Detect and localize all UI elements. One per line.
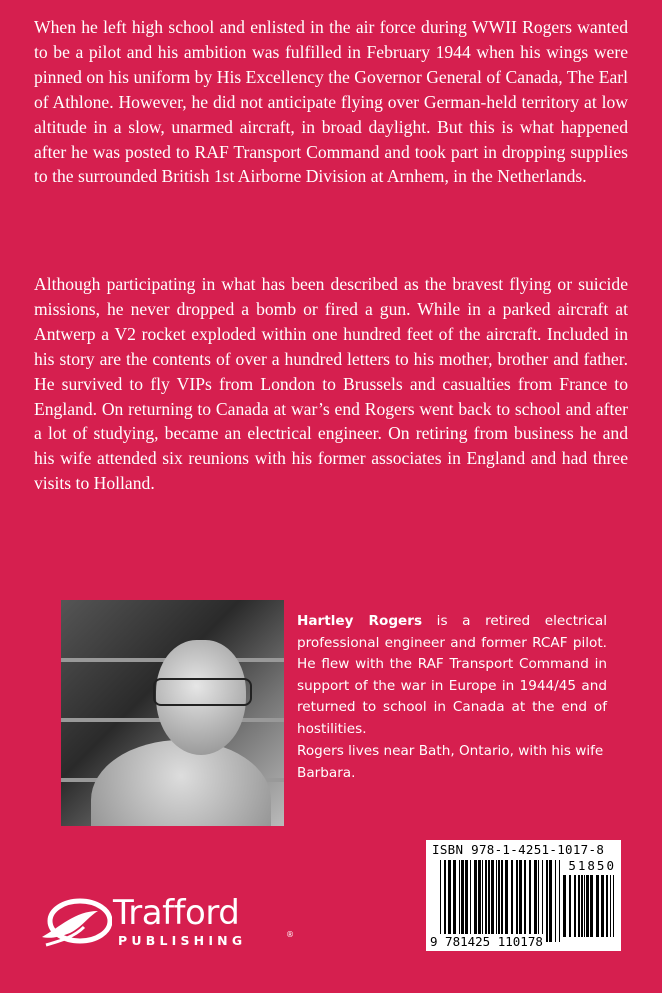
publisher-subtitle: PUBLISHING: [118, 933, 247, 948]
barcode-digits: 9 781425 110178: [430, 934, 543, 949]
barcode-bar: [560, 860, 561, 942]
author-name: Hartley Rogers: [297, 613, 423, 629]
publisher-logo: [40, 893, 300, 957]
price-barcode-bars: [563, 875, 615, 937]
author-residence: Rogers lives near Bath, Ontario, with his wife Barbara.: [297, 743, 604, 781]
barcode-bars: [440, 860, 561, 942]
price-code: 51850: [568, 858, 616, 873]
registered-mark: ®: [286, 930, 294, 939]
blurb-paragraph-2: Although participating in what has been described as the bravest flying or suicide missions, he never dropped a bomb or fired a gun. While in a parked aircraft at Antwerp a V2 rocket exploded within one hundred feet of the aircraft. Included in his story are the contents of over a hundred letters to his mother, brother and father. He survived to fly VIPs from London to Brussels and casualties from France to England. On returning to Canada at war’s end Rogers went back to school and after a lot of studying, became an electrical engineer. On retiring from business he and his wife attended six reunions with his former associates in England and had three visits to Holland.: [34, 274, 628, 494]
isbn-barcode: [426, 840, 621, 951]
blurb-paragraph-1: When he left high school and enlisted in the air force during WWII Rogers wanted to be a pilot and his ambition was fulfilled in February 1944 when his wings were pinned on his uniform by His Excellency the Governor General of Canada, The Earl of Athlone. However, he did not anticipate flying over German-held territory at low altitude in a slow, unarmed aircraft, in broad daylight. But this is what happened after he was posted to RAF Transport Command and took part in dropping supplies to the surrounded British 1st Airborne Division at Arnhem, in the Netherlands.: [34, 17, 628, 187]
barcode-bar: [614, 875, 615, 937]
publisher-name: Trafford: [113, 893, 240, 933]
isbn-label: ISBN 978-1-4251-1017-8: [432, 842, 605, 857]
trafford-swoosh-icon: [40, 897, 112, 953]
author-bio: [297, 611, 607, 740]
author-bio-text: is a retired electrical professional engineer and former RCAF pilot. He flew with the RAF Transport Command in support of the war in Europe in 1944/45 and returned to school in Canada at the end of hostilities.: [297, 613, 607, 737]
author-photo: [61, 600, 284, 826]
